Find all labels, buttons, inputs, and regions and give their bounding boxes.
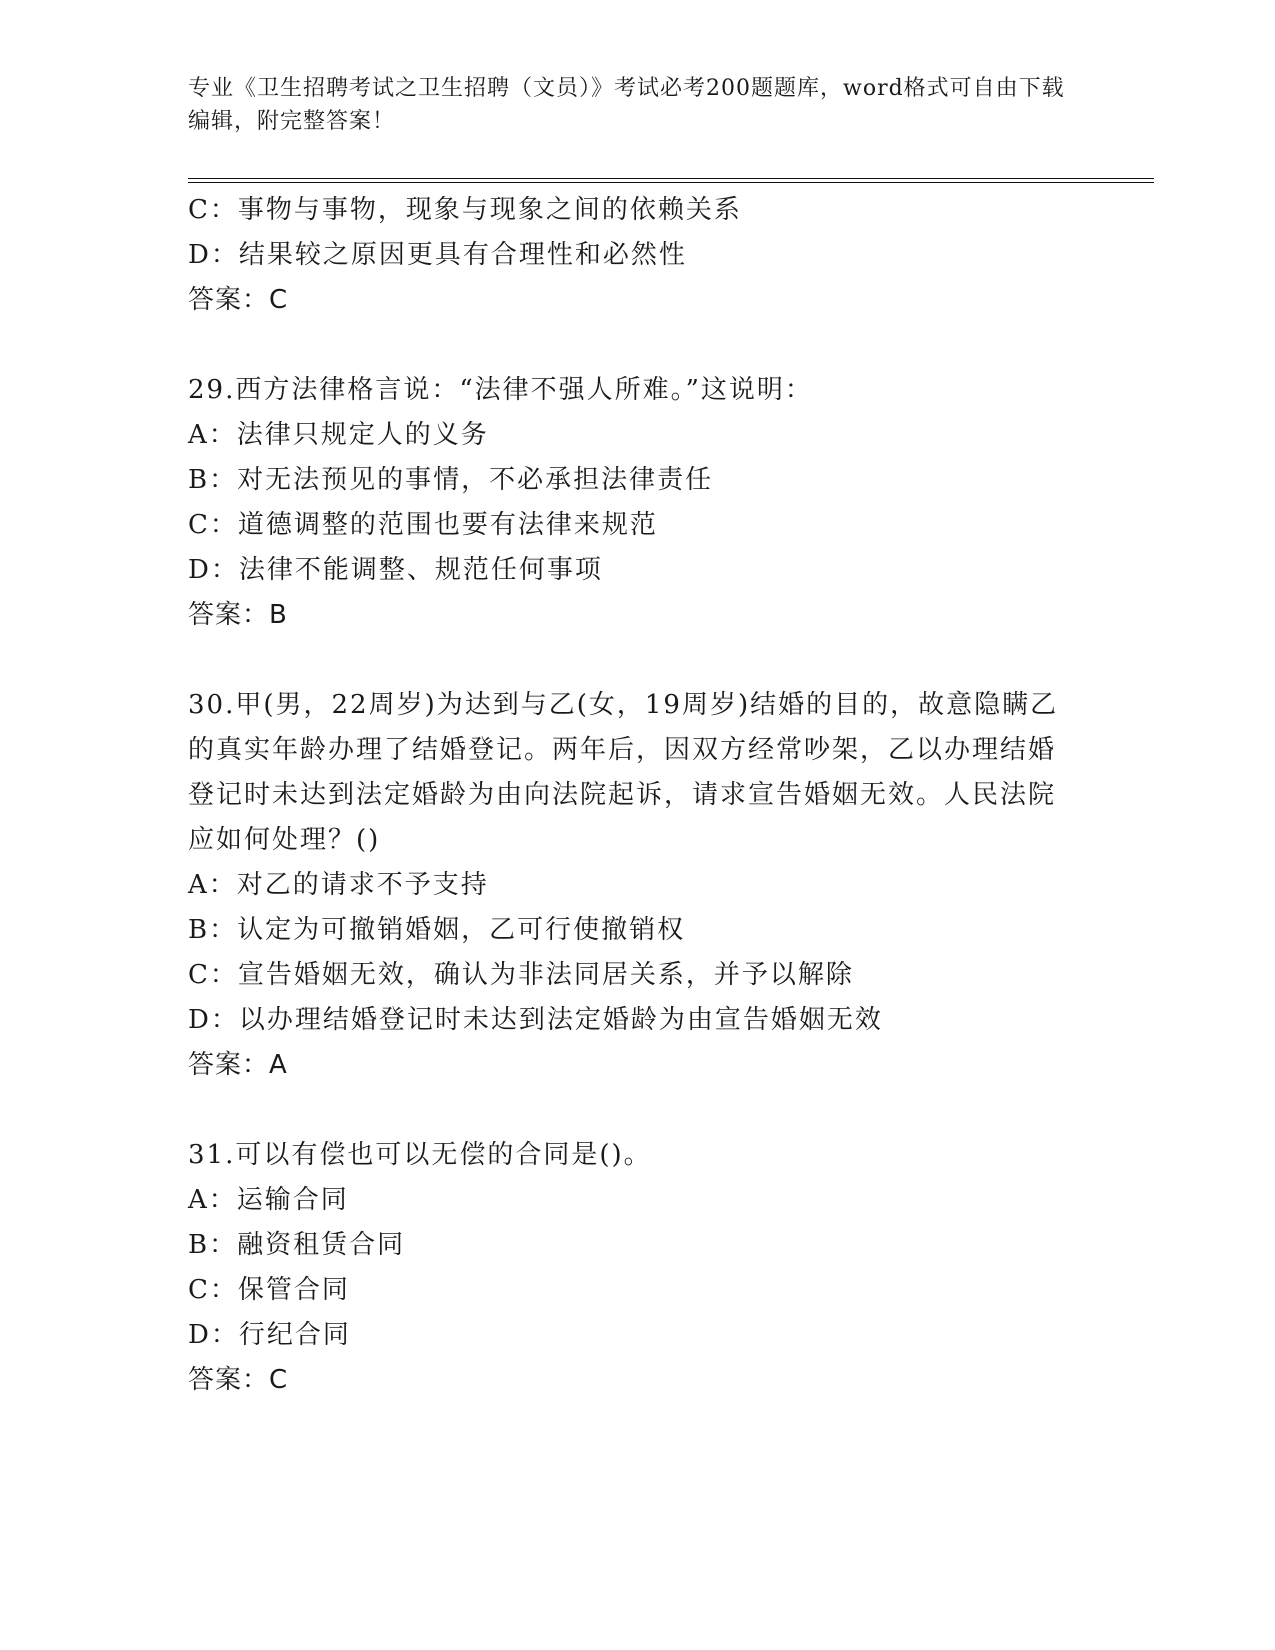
- question-list: [188, 188, 1068, 1403]
- document-header: 专业《卫生招聘考试之卫生招聘（文员）》考试必考200题题库，word格式可自由下载编辑，附完整答案！: [188, 76, 1065, 134]
- answer-line: 答案：C: [188, 1365, 289, 1395]
- option-c: C：保管合同: [188, 1275, 350, 1305]
- question-30: [188, 683, 1068, 1088]
- option-c: C：道德调整的范围也要有法律来规范: [188, 510, 658, 540]
- option-a: A：运输合同: [188, 1185, 349, 1215]
- question-28-continued: [188, 188, 1068, 323]
- answer-line: 答案：C: [188, 285, 289, 315]
- option-b: B：融资租赁合同: [188, 1230, 406, 1260]
- question-31: [188, 1133, 1068, 1403]
- option-d: D：法律不能调整、规范任何事项: [188, 555, 603, 585]
- option-c: C：事物与事物，现象与现象之间的依赖关系: [188, 195, 742, 225]
- option-b: B：认定为可撤销婚姻，乙可行使撤销权: [188, 915, 686, 945]
- option-b: B：对无法预见的事情，不必承担法律责任: [188, 465, 714, 495]
- question-text: 29.西方法律格言说：“法律不强人所难。”这说明：: [188, 375, 813, 405]
- option-d: D：行纪合同: [188, 1320, 351, 1350]
- option-d: D：结果较之原因更具有合理性和必然性: [188, 240, 687, 270]
- option-a: A：对乙的请求不予支持: [188, 870, 489, 900]
- question-29: [188, 368, 1068, 638]
- answer-line: 答案：A: [188, 1050, 288, 1080]
- header-divider: [188, 178, 1154, 183]
- option-c: C：宣告婚姻无效，确认为非法同居关系，并予以解除: [188, 960, 854, 990]
- answer-line: 答案：B: [188, 600, 288, 630]
- question-text: 31.可以有偿也可以无偿的合同是()。: [188, 1140, 652, 1170]
- option-a: A：法律只规定人的义务: [188, 420, 489, 450]
- option-d: D：以办理结婚登记时未达到法定婚龄为由宣告婚姻无效: [188, 1005, 883, 1035]
- question-text: 30.甲(男，22周岁)为达到与乙(女，19周岁)结婚的目的，故意隐瞒乙的真实年龄办理了结婚登记。两年后，因双方经常吵架，乙以办理结婚登记时未达到法定婚龄为由向法院起诉，请求宣告婚姻无效。人民法院应如何处理？(): [188, 690, 1059, 855]
